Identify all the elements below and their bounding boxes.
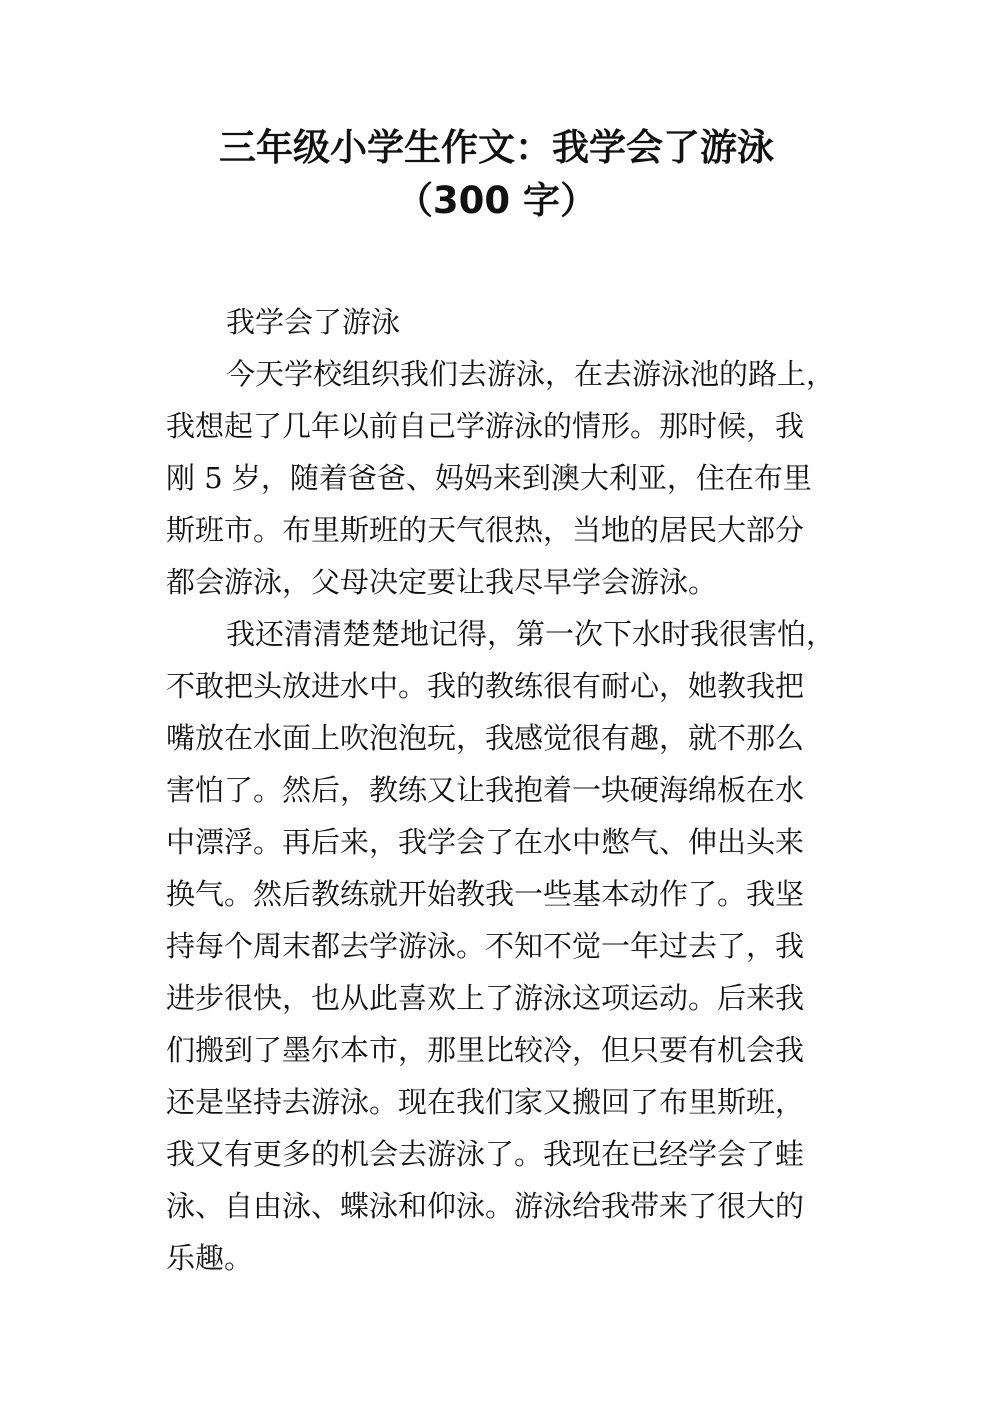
essay-line: 斯班市。布里斯班的天气很热，当地的居民大部分 (166, 513, 805, 547)
essay-line: 都会游泳，父母决定要让我尽早学会游泳。 (166, 565, 718, 599)
essay-line: 泳、自由泳、蝶泳和仰泳。游泳给我带来了很大的 (166, 1189, 805, 1223)
document-subtitle: （300 字） (395, 179, 598, 222)
essay-line: 我又有更多的机会去游泳了。我现在已经学会了蛙 (166, 1137, 805, 1171)
essay-line: 进步很快，也从此喜欢上了游泳这项运动。后来我 (166, 981, 805, 1015)
essay-body (166, 296, 846, 1284)
essay-heading: 我学会了游泳 (226, 305, 401, 339)
document-title: 三年级小学生作文：我学会了游泳 (219, 126, 774, 169)
essay-line: 不敢把头放进水中。我的教练很有耐心，她教我把 (166, 669, 805, 703)
essay-line: 害怕了。然后，教练又让我抱着一块硬海绵板在水 (166, 773, 805, 807)
essay-line: 中漂浮。再后来，我学会了在水中憋气、伸出头来 (166, 825, 805, 859)
essay-line: 还是坚持去游泳。现在我们家又搬回了布里斯班， (166, 1085, 805, 1119)
essay-line: 我想起了几年以前自己学游泳的情形。那时候，我 (166, 409, 805, 443)
essay-line: 乐趣。 (166, 1241, 254, 1275)
essay-line: 嘴放在水面上吹泡泡玩，我感觉很有趣，就不那么 (166, 721, 805, 755)
essay-line: 我还清清楚楚地记得，第一次下水时我很害怕， (226, 617, 836, 651)
essay-line: 持每个周末都去学游泳。不知不觉一年过去了，我 (166, 929, 805, 963)
essay-line: 刚 5 岁，随着爸爸、妈妈来到澳大利亚，住在布里 (166, 461, 812, 495)
essay-line: 今天学校组织我们去游泳，在去游泳池的路上， (226, 357, 836, 391)
essay-line: 换气。然后教练就开始教我一些基本动作了。我坚 (166, 877, 805, 911)
essay-line: 们搬到了墨尔本市，那里比较冷，但只要有机会我 (166, 1033, 805, 1067)
